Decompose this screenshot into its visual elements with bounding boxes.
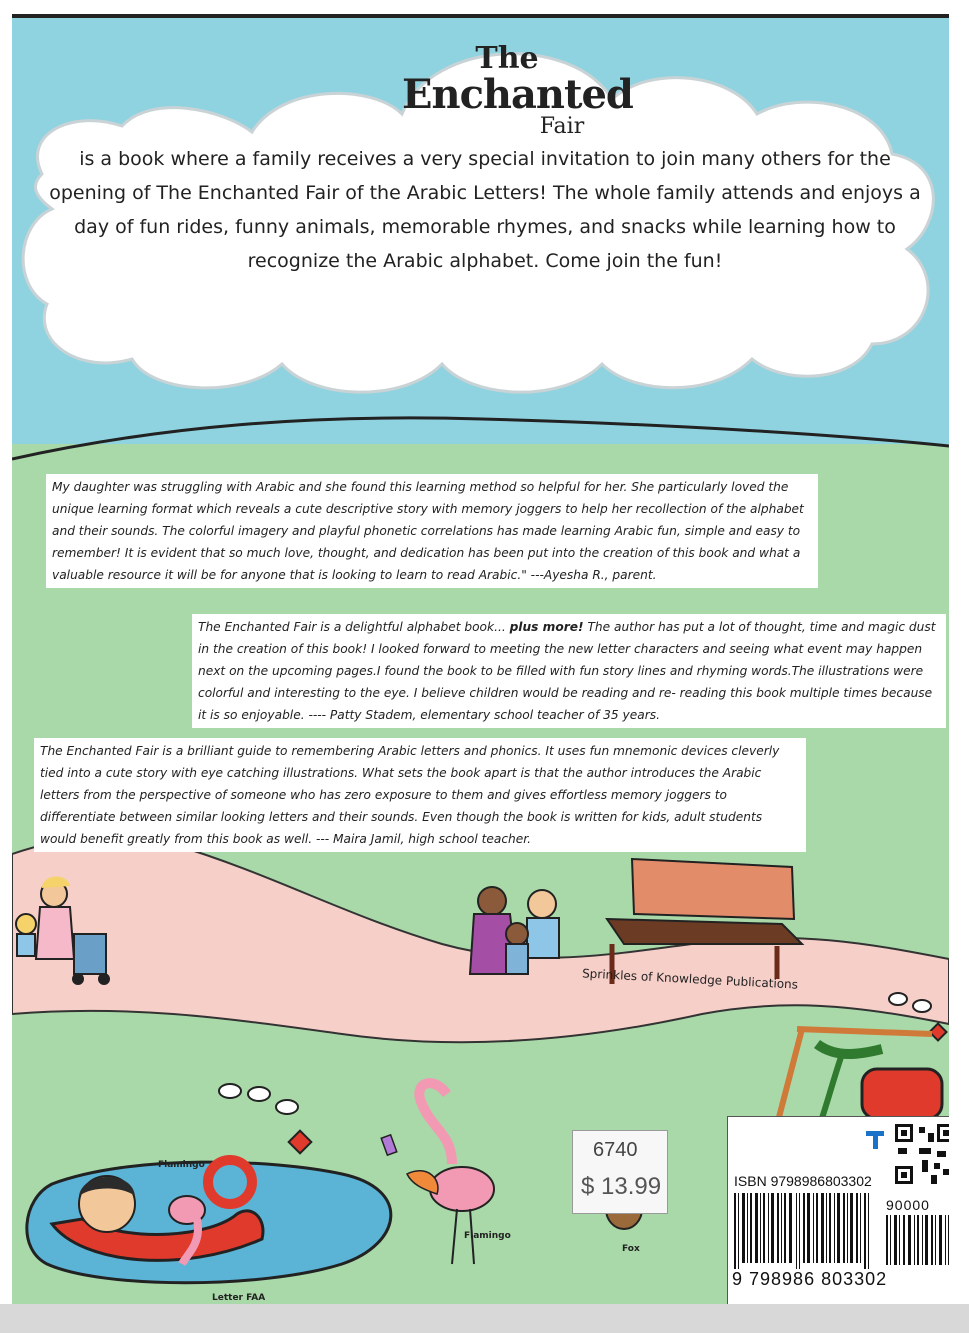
price-value: $ 13.99 [581,1173,662,1200]
review-text-end: The author has put a lot of thought, time and magic dust in the creation of this book! I looked forward to meeting the new letter characters and seeing what event may happen next on the upcoming pages.I found the book to be filled with fun story lines and rhyming words.The illustrations were colorful and interesting to the eye. I believe children would be reading and re- reading this book multiple times because it is so enjoyable. ---- Patty Stadem, elementary school teacher of 35 years. [198,620,936,722]
isbn-label: ISBN 9798986803302 [734,1173,872,1189]
publisher-name: Sprinkles of Knowledge Publications [581,966,799,992]
review-text-start: The Enchanted Fair is a delightful alphabet book... [198,620,506,634]
label-fox: Fox [622,1244,640,1254]
review-patty [192,614,946,728]
book-blurb: is a book where a family receives a very special invitation to join many others for the opening of The Enchanted Fair of the Arabic Letters! The whole family attends and enjoys a day of fun rides, funny animals, memorable rhymes, and snacks while learning how to recognize the Arabic alphabet. Come join the fun! [49,148,921,272]
label-flamingo-mid: Flamingo [464,1231,511,1241]
price-barcode-digits: 90000 [886,1197,930,1213]
top-edge [12,14,949,18]
label-letter: Letter FAA [212,1293,266,1303]
price-sticker [572,1130,668,1214]
label-flamingo-left: Flamingo [158,1160,205,1170]
review-maira: The Enchanted Fair is a brilliant guide to remembering Arabic letters and phonics. It uses fun mnemonic devices cleverly tied into a cute story with eye catching illustrations. What sets the book apart is that the author introduces the Arabic letters from the perspective of someone who has zero exposure to them and gives effortless memory joggers to differentiate between similar looking letters and their sounds. Even though the book is written for kids, adult students would benefit greatly from this book as well. --- Maira Jamil, high school teacher. [34,738,806,852]
isbn-barcode [727,1116,949,1304]
book-back-cover [12,14,949,1304]
price-barcode [886,1215,949,1265]
isbn-digits: 9 798986 803302 [732,1269,888,1289]
review-text-bold: plus more! [509,620,584,634]
price-code: 6740 [593,1139,638,1161]
title-enchanted: Enchanted [402,71,633,118]
ean-barcode [734,1193,874,1269]
qr-code-icon [892,1121,949,1187]
book-title [402,41,633,139]
title-fair: Fair [539,114,585,139]
scan-bottom-margin [0,1304,969,1333]
title-the: The [475,41,539,76]
review-ayesha: My daughter was struggling with Arabic and she found this learning method so helpful for her. She particularly loved the unique learning format which reveals a cute descriptive story with memory joggers to help her recollection of the alphabet and their sounds. The colorful imagery and playful phonetic correlations has made learning Arabic fun, simple and easy to remember! It is evident that so much love, thought, and dedication has been put into the creation of this book and what a valuable resource it will be for anyone that is looking to learn to read Arabic." ---Ayesha R., parent. [46,474,818,588]
publisher-logo-icon [864,1129,886,1151]
